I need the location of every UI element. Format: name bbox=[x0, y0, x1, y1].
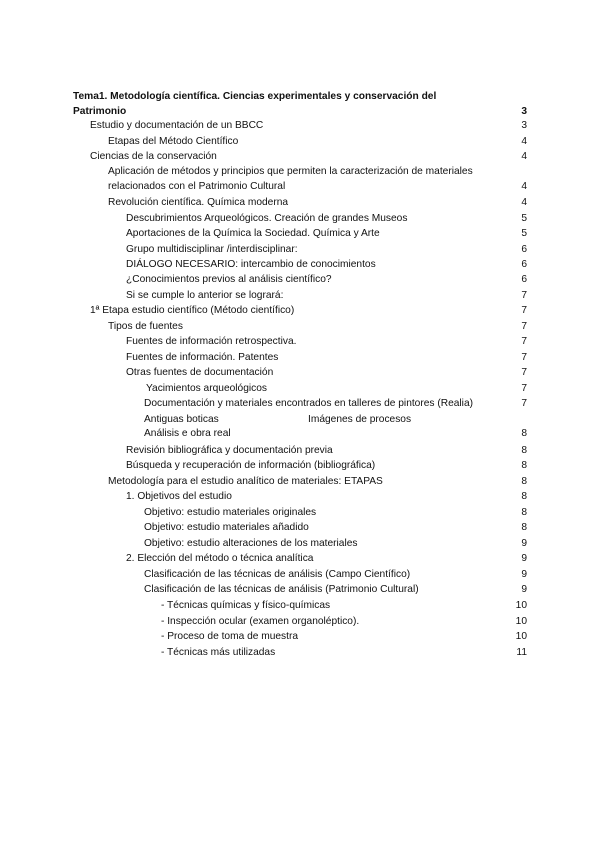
toc-entry-page: 11 bbox=[516, 647, 527, 658]
toc-entry[interactable] bbox=[0, 505, 600, 520]
toc-entry[interactable] bbox=[0, 614, 600, 629]
toc-entry-title: Estudio y documentación de un BBCC bbox=[90, 120, 264, 131]
toc-entry-title: Grupo multidisciplinar /interdisciplinar: bbox=[126, 244, 298, 255]
toc-entry-page: 6 bbox=[521, 244, 527, 255]
toc-entry-title: Clasificación de las técnicas de análisis (Patrimonio Cultural) bbox=[144, 584, 419, 595]
toc-entry[interactable] bbox=[0, 242, 600, 257]
toc-entry-page: 10 bbox=[515, 616, 527, 627]
toc-entry[interactable] bbox=[0, 134, 600, 149]
toc-entry-title: Fuentes de información retrospectiva. bbox=[126, 336, 297, 347]
toc-entry-title: Revisión bibliográfica y documentación previa bbox=[126, 445, 333, 456]
toc-entry[interactable] bbox=[0, 489, 600, 504]
toc-entry-title: Objetivo: estudio alteraciones de los materiales bbox=[144, 538, 358, 549]
toc-entry[interactable] bbox=[0, 303, 600, 318]
toc-entry-page: 4 bbox=[521, 197, 527, 208]
toc-entry-page: 10 bbox=[515, 631, 527, 642]
toc-entry-title: Tipos de fuentes bbox=[108, 321, 183, 332]
toc-entry-title: Yacimientos arqueológicos bbox=[146, 383, 267, 394]
toc-entry-title: 1ª Etapa estudio científico (Método científico) bbox=[90, 305, 295, 316]
toc-entry-page: 9 bbox=[521, 569, 527, 580]
toc-entry-title: Metodología para el estudio analítico de materiales: ETAPAS bbox=[108, 476, 383, 487]
toc-entry-page: 8 bbox=[521, 507, 527, 518]
toc-entry-page: 7 bbox=[521, 367, 527, 378]
toc-entry-title: Aportaciones de la Química la Sociedad. Química y Arte bbox=[126, 228, 380, 239]
toc-entry-title: Ciencias de la conservación bbox=[90, 151, 217, 162]
toc-entry-title: Aplicación de métodos y principios que permiten la caracterización de materiales relacionados con el Patrimonio Cultural bbox=[108, 166, 473, 192]
toc-entry-title-secondary: Imágenes de procesos bbox=[308, 414, 412, 425]
toc-entry[interactable] bbox=[0, 381, 600, 396]
toc-entry-page: 3 bbox=[521, 106, 527, 117]
toc-entry-page: 5 bbox=[521, 228, 527, 239]
toc-entry-page: 6 bbox=[521, 274, 527, 285]
toc-entry-title: Antiguas boticas bbox=[144, 414, 219, 425]
toc-entry-page: 3 bbox=[521, 120, 527, 131]
toc-entry-title: Otras fuentes de documentación bbox=[126, 367, 274, 378]
toc-entry[interactable] bbox=[0, 426, 600, 441]
toc-entry[interactable] bbox=[0, 149, 600, 164]
toc-entry-title: - Técnicas químicas y físico-químicas bbox=[161, 600, 331, 611]
toc-entry-page: 7 bbox=[521, 321, 527, 332]
toc-entry[interactable] bbox=[0, 257, 600, 272]
toc-entry-title: ¿Conocimientos previos al análisis científico? bbox=[126, 274, 332, 285]
toc-entry[interactable] bbox=[0, 645, 600, 660]
toc-entry-pair[interactable] bbox=[0, 412, 600, 427]
toc-entry-page: 8 bbox=[521, 428, 527, 439]
toc-entry[interactable] bbox=[0, 365, 600, 380]
toc-entry[interactable] bbox=[0, 443, 600, 458]
toc-entry[interactable] bbox=[0, 598, 600, 613]
toc-entry[interactable] bbox=[0, 118, 600, 133]
toc-entry-title: 1. Objetivos del estudio bbox=[126, 491, 232, 502]
toc-entry-page: 8 bbox=[521, 445, 527, 456]
toc-entry-page: 4 bbox=[521, 181, 527, 192]
toc-entry-title: 2. Elección del método o técnica analítica bbox=[126, 553, 314, 564]
toc-entry[interactable] bbox=[0, 474, 600, 489]
toc-entry-title: Búsqueda y recuperación de información (bibliográfica) bbox=[126, 460, 376, 471]
toc-entry-title: Etapas del Método Científico bbox=[108, 136, 239, 147]
toc-entry-title: Fuentes de información. Patentes bbox=[126, 352, 279, 363]
toc-entry[interactable] bbox=[0, 195, 600, 210]
toc-entry[interactable] bbox=[0, 520, 600, 535]
toc-entry-page: 9 bbox=[521, 538, 527, 549]
toc-entry-title: Documentación y materiales encontrados en talleres de pintores (Realia) bbox=[144, 398, 473, 409]
toc-entry-page: 7 bbox=[521, 336, 527, 347]
toc-entry[interactable] bbox=[0, 226, 600, 241]
toc-entry[interactable] bbox=[0, 272, 600, 287]
toc-entry-page: 10 bbox=[515, 600, 527, 611]
toc-entry[interactable] bbox=[0, 396, 600, 411]
toc-entry-title: Clasificación de las técnicas de análisis (Campo Científico) bbox=[144, 569, 411, 580]
toc-entry-page: 8 bbox=[521, 476, 527, 487]
toc-entry[interactable] bbox=[0, 350, 600, 365]
toc-entry-page: 7 bbox=[521, 352, 527, 363]
toc-entry-page: 4 bbox=[521, 151, 527, 162]
toc-entry[interactable] bbox=[0, 629, 600, 644]
toc-entry[interactable] bbox=[0, 567, 600, 582]
toc-entry-page: 9 bbox=[521, 553, 527, 564]
toc-entry[interactable] bbox=[0, 319, 600, 334]
toc-entry-page: 4 bbox=[521, 136, 527, 147]
toc-entry-title: Descubrimientos Arqueológicos. Creación de grandes Museos bbox=[126, 213, 408, 224]
toc-entry-page: 7 bbox=[521, 383, 527, 394]
toc-entry-page: 6 bbox=[521, 259, 527, 270]
toc-entry-page: 7 bbox=[521, 290, 527, 301]
toc-entry-title: Objetivo: estudio materiales añadido bbox=[144, 522, 309, 533]
toc-entry[interactable] bbox=[0, 288, 600, 303]
toc-entry[interactable] bbox=[0, 164, 600, 194]
toc-entry-title: Análisis e obra real bbox=[144, 428, 231, 439]
toc-entry-page: 7 bbox=[521, 305, 527, 316]
toc-entry-title: Si se cumple lo anterior se logrará: bbox=[126, 290, 284, 301]
toc-entry-page: 8 bbox=[521, 522, 527, 533]
toc-entry-page: 5 bbox=[521, 213, 527, 224]
toc-entry-title: - Técnicas más utilizadas bbox=[161, 647, 276, 658]
toc-entry-page: 7 bbox=[521, 398, 527, 409]
toc-entry-title: Revolución científica. Química moderna bbox=[108, 197, 289, 208]
toc-entry-page: 9 bbox=[521, 584, 527, 595]
toc-entry-page: 8 bbox=[521, 460, 527, 471]
toc-entry-title: - Inspección ocular (examen organoléptico). bbox=[161, 616, 360, 627]
toc-entry[interactable] bbox=[0, 536, 600, 551]
toc-entry-title: - Proceso de toma de muestra bbox=[161, 631, 299, 642]
toc-entry[interactable] bbox=[0, 582, 600, 597]
toc-entry[interactable] bbox=[0, 551, 600, 566]
toc-entry-tema1[interactable] bbox=[0, 89, 600, 119]
toc-entry-title: Tema1. Metodología científica. Ciencias experimentales y conservación del Patrimonio bbox=[73, 91, 437, 117]
toc-entry[interactable] bbox=[0, 458, 600, 473]
toc-entry-title: DIÁLOGO NECESARIO: intercambio de conocimientos bbox=[126, 259, 376, 270]
toc-entry-title: Objetivo: estudio materiales originales bbox=[144, 507, 317, 518]
toc-entry[interactable] bbox=[0, 334, 600, 349]
toc-entry-page: 8 bbox=[521, 491, 527, 502]
toc-entry[interactable] bbox=[0, 211, 600, 226]
